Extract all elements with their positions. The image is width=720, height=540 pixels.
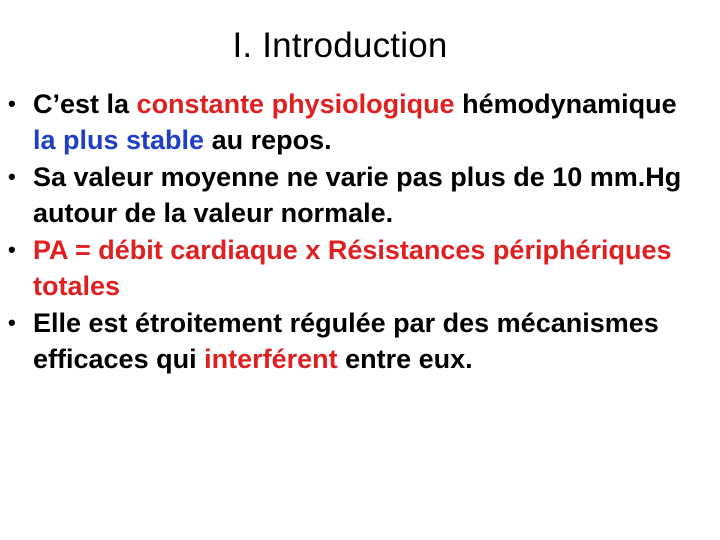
bullet-1-highlight-stable: la plus stable (33, 125, 205, 155)
bullet-4-text-b: entre eux. (337, 344, 473, 374)
bullet-dot-icon: • (8, 91, 16, 116)
slide-title: I. Introduction (232, 26, 448, 65)
bullet-dot-icon: • (8, 164, 16, 189)
bullet-1-text-c: au repos. (204, 125, 332, 155)
bullet-list (0, 86, 700, 378)
bullet-4-highlight-interferent: interférent (204, 344, 338, 374)
bullet-3-formula: PA = débit cardiaque x Résistances périphériques totales (33, 235, 672, 301)
bullet-dot-icon: • (8, 237, 16, 262)
bullet-item-1 (0, 86, 700, 158)
bullet-dot-icon: • (8, 310, 16, 335)
bullet-item-4 (0, 305, 700, 377)
bullet-1-text-a: C’est la (33, 89, 137, 119)
bullet-item-2 (0, 159, 700, 231)
bullet-item-3 (0, 232, 700, 304)
bullet-1-highlight-constante: constante physiologique (136, 89, 455, 119)
bullet-1-text-b: hémodynamique (454, 89, 677, 119)
bullet-2-text: Sa valeur moyenne ne varie pas plus de 10 mm.Hg autour de la valeur normale. (33, 162, 682, 228)
bullet-4-text-a: Elle est étroitement régulée par des mécanismes efficaces qui (33, 308, 659, 374)
